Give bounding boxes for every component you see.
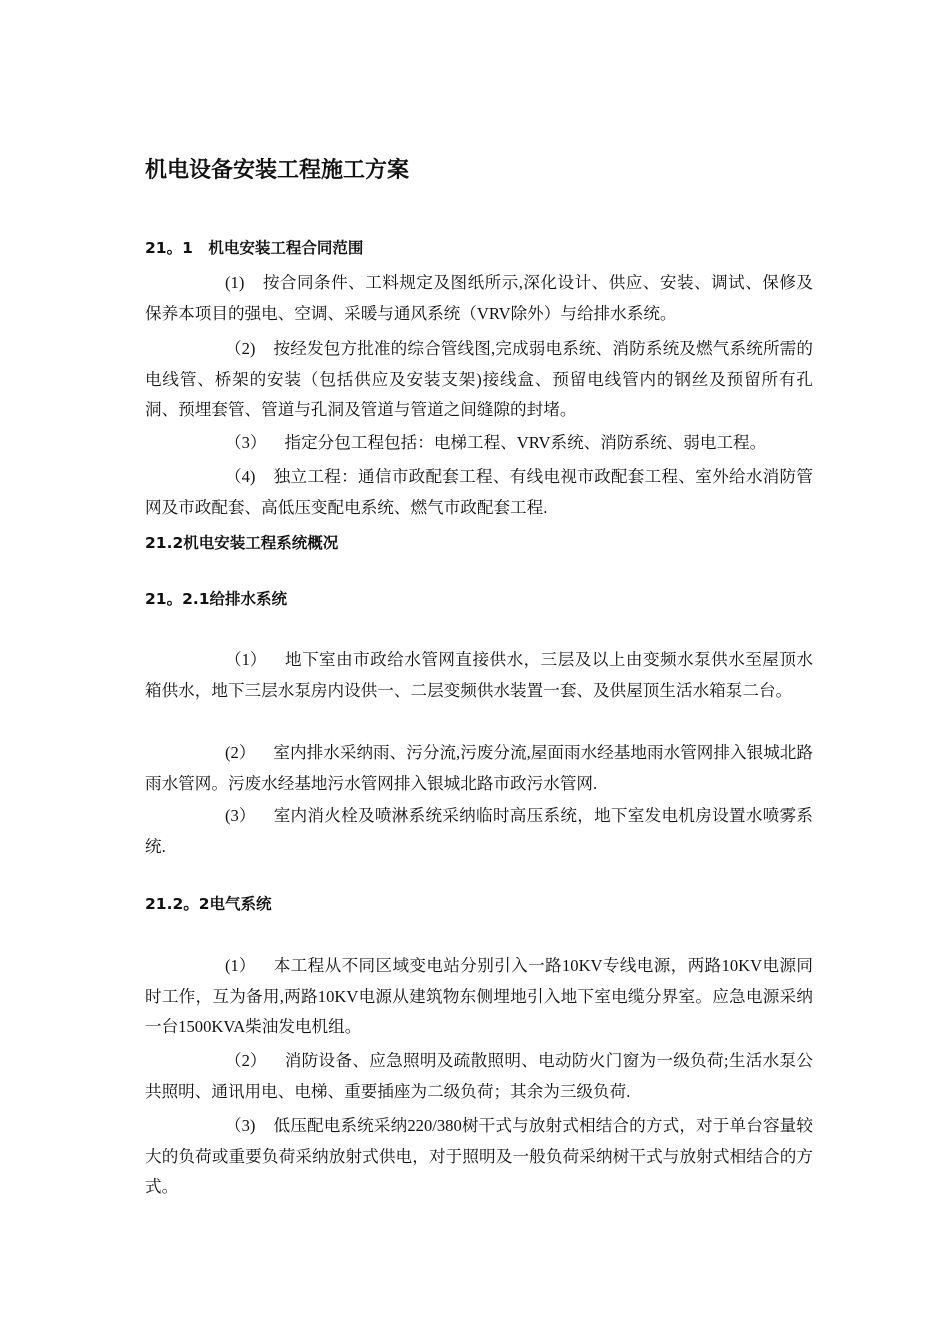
paragraph-21-1-4	[145, 462, 813, 523]
document-title: 机电设备安装工程施工方案	[145, 158, 410, 183]
paragraph-text: 低压配电系统采纳220/380树干式与放射式相结合的方式，对于单台容量较大的负荷或重要负荷采纳放射式供电，对于照明及一般负荷采纳树干式与放射式相结合的方式。	[145, 1116, 813, 1196]
paragraph-21-2-2-3	[145, 1111, 813, 1203]
item-number: (1)	[225, 273, 245, 292]
paragraph-21-1-3	[145, 428, 813, 459]
section-heading-21-2-1: 21。2.1给排水系统	[145, 590, 288, 608]
paragraph-text: 独立工程：通信市政配套工程、有线电视市政配套工程、室外给水消防管网及市政配套、高低压变配电系统、燃气市政配套工程.	[145, 467, 813, 517]
item-number: （3）	[225, 433, 267, 452]
paragraph-text: 室内消火栓及喷淋系统采纳临时高压系统，地下室发电机房设置水喷雾系统.	[145, 806, 813, 856]
section-heading-21-1: 21。1 机电安装工程合同范围	[145, 239, 364, 257]
item-number: （3)	[225, 1116, 256, 1135]
paragraph-text: 指定分包工程包括：电梯工程、VRV系统、消防系统、弱电工程。	[284, 433, 767, 452]
paragraph-21-1-2	[145, 334, 813, 426]
item-number: （4)	[225, 467, 256, 486]
paragraph-21-2-2-1	[145, 951, 813, 1043]
paragraph-text: 按经发包方批准的综合管线图,完成弱电系统、消防系统及燃气系统所需的电线管、桥架的安装（包括供应及安装支架)接线盒、预留电线管内的钢丝及预留所有孔洞、预埋套管、管道与孔洞及管道与管道之间缝隙的封堵。	[145, 339, 813, 419]
paragraph-text: 消防设备、应急照明及疏散照明、电动防火门窗为一级负荷;生活水泵公共照明、通讯用电、电梯、重要插座为二级负荷；其余为三级负荷.	[145, 1051, 813, 1101]
paragraph-21-2-1-1	[145, 645, 813, 706]
item-number: (2）	[225, 743, 256, 762]
section-heading-21-2-2: 21.2。2电气系统	[145, 895, 272, 913]
item-number: （2）	[225, 1051, 267, 1070]
paragraph-text: 室内排水采纳雨、污分流,污废分流,屋面雨水经基地雨水管网排入银城北路雨水管网。污废水经基地污水管网排入银城北路市政污水管网.	[145, 743, 813, 793]
item-number: (3）	[225, 806, 256, 825]
item-number: (1）	[225, 956, 256, 975]
paragraph-21-2-1-3	[145, 801, 813, 862]
paragraph-21-2-1-2	[145, 738, 813, 799]
item-number: （1）	[225, 650, 267, 669]
paragraph-21-1-1	[145, 268, 813, 329]
paragraph-21-2-2-2	[145, 1046, 813, 1107]
paragraph-text: 按合同条件、工料规定及图纸所示,深化设计、供应、安装、调试、保修及保养本项目的强电、空调、采暖与通风系统（VRV除外）与给排水系统。	[145, 273, 813, 323]
paragraph-text: 本工程从不同区域变电站分别引入一路10KV专线电源，两路10KV电源同时工作，互为备用,两路10KV电源从建筑物东侧埋地引入地下室电缆分界室。应急电源采纳一台1500KVA柴油发电机组。	[145, 956, 813, 1036]
item-number: （2)	[225, 339, 256, 358]
paragraph-text: 地下室由市政给水管网直接供水，三层及以上由变频水泵供水至屋顶水箱供水，地下三层水泵房内设供一、二层变频供水装置一套、及供屋顶生活水箱泵二台。	[145, 650, 813, 700]
section-heading-21-2: 21.2机电安装工程系统概况	[145, 534, 339, 552]
